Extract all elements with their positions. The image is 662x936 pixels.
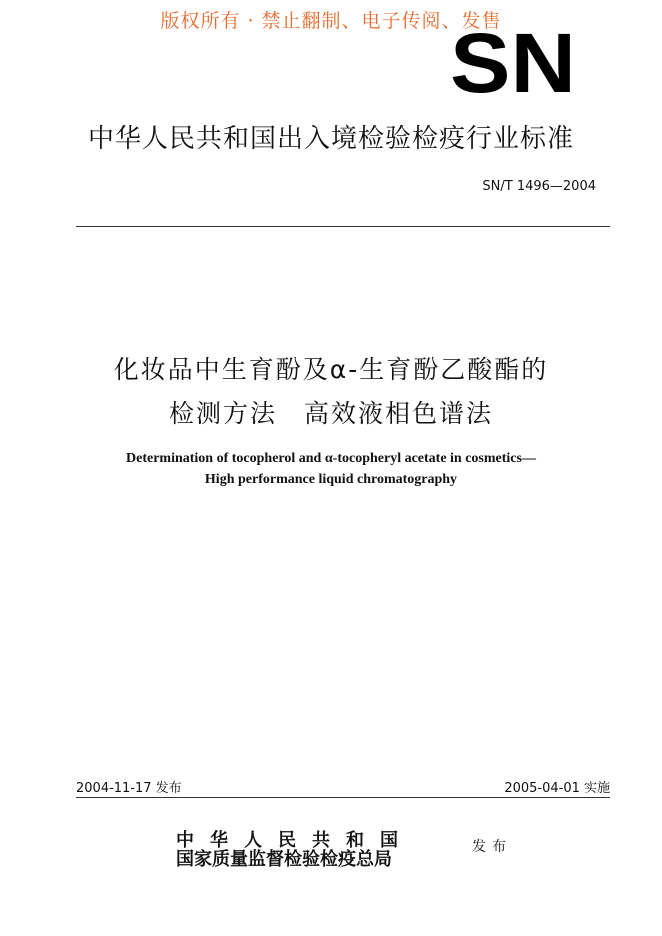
implementation-date: 2005-04-01 实施: [504, 781, 610, 796]
issuer-country: 中华人民共和国: [176, 830, 414, 851]
standard-category-title: 中华人民共和国出入境检验检疫行业标准: [87, 124, 574, 154]
chinese-title-line-1: 化妆品中生育酚及α-生育酚乙酸酯的: [113, 355, 549, 384]
sn-logo: [448, 30, 578, 98]
standard-code: SN/T 1496—2004: [482, 179, 596, 194]
chinese-title-line-2: 检测方法 高效液相色谱法: [168, 399, 493, 428]
footer-divider: [76, 797, 610, 798]
issue-date: 2004-11-17 发布: [76, 781, 182, 796]
header-divider: [76, 226, 610, 227]
english-title-line-1: Determination of tocopherol and α-tocopheryl acetate in cosmetics—: [126, 451, 536, 466]
english-title-line-2: High performance liquid chromatography: [204, 472, 458, 487]
issue-label: 发布: [472, 839, 512, 855]
sn-logo-mark: [448, 30, 578, 98]
sn-logo-text: SN: [450, 30, 576, 98]
copyright-watermark: 版权所有 · 禁止翻制、电子传阅、发售: [160, 10, 502, 32]
issuer-agency: 国家质量监督检验检疫总局: [176, 849, 392, 870]
